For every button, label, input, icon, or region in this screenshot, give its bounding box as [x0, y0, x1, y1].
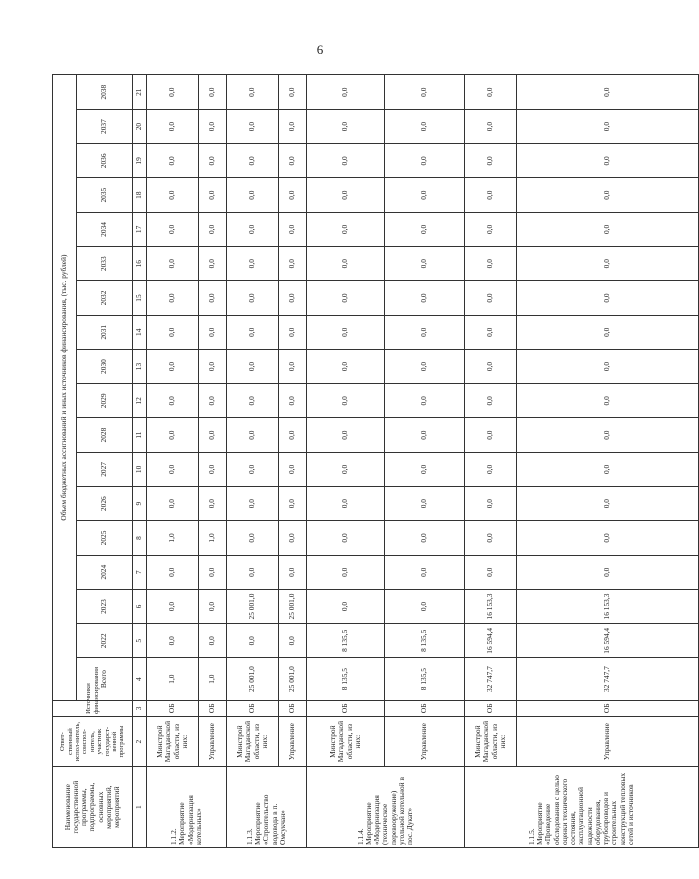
year-value-cell: 0,0: [465, 349, 517, 383]
source-cell: ОБ: [199, 700, 227, 716]
year-value-cell: 0,0: [385, 452, 465, 486]
header-year: 2025: [77, 521, 133, 555]
year-value-cell: 0,0: [199, 212, 227, 246]
year-value-cell: 0,0: [279, 521, 307, 555]
column-number: 3: [133, 700, 147, 716]
column-number: 10: [133, 452, 147, 486]
year-value-cell: 0,0: [227, 144, 279, 178]
year-value-cell: 0,0: [307, 109, 385, 143]
year-value-cell: 0,0: [385, 589, 465, 623]
year-value-cell: 0,0: [147, 144, 199, 178]
year-value-cell: 0,0: [227, 109, 279, 143]
year-value-cell: 0,0: [279, 75, 307, 109]
year-value-cell: 0,0: [199, 487, 227, 521]
table-row: [517, 41, 699, 848]
year-value-cell: 0,0: [517, 212, 699, 246]
year-value-cell: 0,0: [147, 75, 199, 109]
year-value-cell: 0,0: [199, 144, 227, 178]
year-value-cell: 25 001,0: [227, 589, 279, 623]
year-value-cell: 0,0: [465, 521, 517, 555]
year-value-cell: 0,0: [385, 555, 465, 589]
year-value-cell: 0,0: [279, 487, 307, 521]
column-number: 17: [133, 212, 147, 246]
year-value-cell: 0,0: [147, 247, 199, 281]
year-value-cell: 0,0: [385, 487, 465, 521]
year-value-cell: 0,0: [517, 555, 699, 589]
year-value-cell: 0,0: [279, 247, 307, 281]
column-number: 15: [133, 281, 147, 315]
executor-cell: Минстрой Магаданской области, из них:: [465, 716, 517, 766]
year-value-cell: 0,0: [307, 247, 385, 281]
year-value-cell: 0,0: [517, 281, 699, 315]
year-value-cell: 0,0: [385, 144, 465, 178]
year-value-cell: 0,0: [279, 452, 307, 486]
year-value-cell: 0,0: [385, 418, 465, 452]
year-value-cell: 0,0: [147, 452, 199, 486]
total-cell: 25 001,0: [279, 658, 307, 700]
column-number: 1: [133, 767, 147, 848]
year-value-cell: 0,0: [307, 349, 385, 383]
executor-cell: Управление: [279, 716, 307, 766]
column-number: 8: [133, 521, 147, 555]
year-value-cell: 0,0: [517, 418, 699, 452]
header-year: 2034: [77, 212, 133, 246]
year-value-cell: 0,0: [199, 315, 227, 349]
year-value-cell: 1,0: [147, 521, 199, 555]
year-value-cell: 0,0: [227, 315, 279, 349]
year-value-cell: 16 153,3: [517, 589, 699, 623]
year-value-cell: 0,0: [279, 144, 307, 178]
header-year: 2030: [77, 349, 133, 383]
year-value-cell: 0,0: [199, 384, 227, 418]
year-value-cell: 0,0: [307, 281, 385, 315]
year-value-cell: 25 001,0: [279, 589, 307, 623]
year-value-cell: 8 135,5: [385, 624, 465, 658]
year-value-cell: 0,0: [199, 109, 227, 143]
year-value-cell: 0,0: [227, 384, 279, 418]
year-value-cell: 0,0: [147, 418, 199, 452]
year-value-cell: 0,0: [517, 487, 699, 521]
year-value-cell: 0,0: [307, 418, 385, 452]
source-cell: ОБ: [307, 700, 385, 716]
column-number: 11: [133, 418, 147, 452]
year-value-cell: 0,0: [147, 178, 199, 212]
header-source: Источники финансирования: [53, 700, 133, 716]
activity-name: 1.1.5. Мероприятие «Проведение обследования с целью оценки технического состояния, эксплуатационной надежности оборудования, трубопроводов и строительных конструкций тепловых сетей и источников: [465, 767, 699, 848]
year-value-cell: 0,0: [465, 178, 517, 212]
year-value-cell: 0,0: [465, 247, 517, 281]
year-value-cell: 0,0: [517, 144, 699, 178]
column-number: 18: [133, 178, 147, 212]
column-number: 12: [133, 384, 147, 418]
year-value-cell: 0,0: [517, 384, 699, 418]
year-value-cell: 0,0: [465, 384, 517, 418]
column-number: 4: [133, 658, 147, 700]
header-executor: Ответ-ственный испол-нитель, соиспол-нитель, участник государст-венной программы: [53, 716, 133, 766]
table-row: [227, 41, 279, 848]
year-value-cell: 0,0: [147, 315, 199, 349]
header-year: 2027: [77, 452, 133, 486]
total-cell: 1,0: [147, 658, 199, 700]
column-number: 6: [133, 589, 147, 623]
year-value-cell: 0,0: [227, 487, 279, 521]
year-value-cell: 0,0: [279, 349, 307, 383]
table-row: [279, 41, 307, 848]
year-value-cell: 0,0: [147, 487, 199, 521]
source-cell: ОБ: [279, 700, 307, 716]
header-name: Наименование государственной программы, подпрограммы, основных мероприятий, мероприятий: [53, 767, 133, 848]
year-value-cell: 0,0: [227, 452, 279, 486]
year-value-cell: 0,0: [227, 75, 279, 109]
header-year: 2026: [77, 487, 133, 521]
year-value-cell: 0,0: [307, 521, 385, 555]
activity-name: 1.1.2. Мероприятие «Модернизация котельных»: [147, 767, 227, 848]
activity-name: 1.1.4. Мероприятие «Модернизация (техническое перевооружение) угольной котельной в пос. Дукат»: [307, 767, 465, 848]
rotated-table-sheet: [52, 40, 636, 848]
year-value-cell: 0,0: [517, 315, 699, 349]
year-value-cell: 0,0: [307, 178, 385, 212]
year-value-cell: 0,0: [147, 555, 199, 589]
table-row: [199, 41, 227, 848]
year-value-cell: 0,0: [147, 589, 199, 623]
year-value-cell: 0,0: [147, 624, 199, 658]
header-year: 2028: [77, 418, 133, 452]
source-cell: ОБ: [517, 700, 699, 716]
column-number: 14: [133, 315, 147, 349]
year-value-cell: 0,0: [147, 281, 199, 315]
year-value-cell: 0,0: [227, 555, 279, 589]
year-value-cell: 0,0: [385, 178, 465, 212]
year-value-cell: 0,0: [199, 589, 227, 623]
year-value-cell: 0,0: [199, 624, 227, 658]
year-value-cell: 0,0: [279, 315, 307, 349]
year-value-cell: 0,0: [227, 521, 279, 555]
header-year: 2031: [77, 315, 133, 349]
year-value-cell: 16 594,4: [465, 624, 517, 658]
column-number: 19: [133, 144, 147, 178]
year-value-cell: 0,0: [385, 384, 465, 418]
column-number: 5: [133, 624, 147, 658]
year-value-cell: 0,0: [307, 144, 385, 178]
year-value-cell: 0,0: [279, 281, 307, 315]
header-year: 2032: [77, 281, 133, 315]
year-value-cell: 0,0: [385, 212, 465, 246]
year-value-cell: 0,0: [307, 452, 385, 486]
year-value-cell: 0,0: [279, 109, 307, 143]
year-value-cell: 0,0: [465, 144, 517, 178]
year-value-cell: 0,0: [199, 418, 227, 452]
total-cell: 25 001,0: [227, 658, 279, 700]
year-value-cell: 0,0: [199, 349, 227, 383]
year-value-cell: 0,0: [517, 349, 699, 383]
year-value-cell: 0,0: [279, 418, 307, 452]
year-value-cell: 0,0: [279, 555, 307, 589]
year-value-cell: 0,0: [307, 212, 385, 246]
header-year: 2024: [77, 555, 133, 589]
total-cell: 8 135,5: [385, 658, 465, 700]
page-number: 6: [316, 42, 324, 57]
executor-cell: Управление: [385, 716, 465, 766]
header-total: Всего: [77, 658, 133, 700]
year-value-cell: 0,0: [385, 109, 465, 143]
year-value-cell: 0,0: [227, 418, 279, 452]
column-number: 13: [133, 349, 147, 383]
total-cell: 32 747,7: [465, 658, 517, 700]
year-value-cell: 0,0: [517, 75, 699, 109]
header-year: 2035: [77, 178, 133, 212]
year-value-cell: 0,0: [199, 281, 227, 315]
table-row: [465, 41, 517, 848]
source-cell: ОБ: [227, 700, 279, 716]
year-value-cell: 0,0: [307, 555, 385, 589]
year-value-cell: 0,0: [199, 75, 227, 109]
column-number: 21: [133, 75, 147, 109]
total-cell: 1,0: [199, 658, 227, 700]
header-year: 2022: [77, 624, 133, 658]
year-value-cell: 0,0: [199, 178, 227, 212]
year-value-cell: 0,0: [307, 589, 385, 623]
header-year: 2029: [77, 384, 133, 418]
executor-cell: Управление: [517, 716, 699, 766]
year-value-cell: 0,0: [199, 452, 227, 486]
year-value-cell: 0,0: [227, 247, 279, 281]
year-value-cell: 0,0: [385, 521, 465, 555]
table-row: [147, 41, 199, 848]
column-number: 9: [133, 487, 147, 521]
year-value-cell: 0,0: [279, 178, 307, 212]
table-row: [385, 41, 465, 848]
column-number: 7: [133, 555, 147, 589]
total-cell: 8 135,5: [307, 658, 385, 700]
year-value-cell: 0,0: [385, 349, 465, 383]
year-value-cell: 0,0: [465, 418, 517, 452]
year-value-cell: 0,0: [147, 212, 199, 246]
year-value-cell: 0,0: [465, 555, 517, 589]
year-value-cell: 0,0: [199, 555, 227, 589]
year-value-cell: 8 135,5: [307, 624, 385, 658]
year-value-cell: 0,0: [307, 384, 385, 418]
year-value-cell: 0,0: [517, 452, 699, 486]
year-value-cell: 0,0: [147, 384, 199, 418]
source-cell: ОБ: [465, 700, 517, 716]
year-value-cell: 0,0: [465, 452, 517, 486]
year-value-cell: 0,0: [517, 247, 699, 281]
executor-cell: Минстрой Магаданской области, из них:: [307, 716, 385, 766]
year-value-cell: 0,0: [307, 315, 385, 349]
header-year: 2036: [77, 144, 133, 178]
year-value-cell: 0,0: [199, 247, 227, 281]
total-cell: 32 747,7: [517, 658, 699, 700]
year-value-cell: 0,0: [517, 521, 699, 555]
source-cell: ОБ: [385, 700, 465, 716]
year-value-cell: 0,0: [385, 247, 465, 281]
year-value-cell: 0,0: [279, 624, 307, 658]
funding-table: [52, 40, 699, 848]
year-value-cell: 0,0: [279, 212, 307, 246]
executor-cell: Минстрой Магаданской области, из них:: [147, 716, 199, 766]
executor-cell: Управление: [199, 716, 227, 766]
year-value-cell: 0,0: [279, 384, 307, 418]
year-value-cell: 16 594,4: [517, 624, 699, 658]
year-value-cell: 0,0: [465, 281, 517, 315]
year-value-cell: 1,0: [199, 521, 227, 555]
year-value-cell: 0,0: [227, 178, 279, 212]
executor-cell: Минстрой Магаданской области, из них:: [227, 716, 279, 766]
header-year: 2023: [77, 589, 133, 623]
year-value-cell: 0,0: [227, 281, 279, 315]
table-row: [307, 41, 385, 848]
year-value-cell: 0,0: [465, 75, 517, 109]
column-number: 2: [133, 716, 147, 766]
year-value-cell: 0,0: [517, 178, 699, 212]
column-number: 16: [133, 247, 147, 281]
year-value-cell: 0,0: [465, 109, 517, 143]
header-funding: Объем бюджетных ассигнований и иных источников финансирования, (тыс. рублей): [53, 75, 77, 700]
header-year: 2033: [77, 247, 133, 281]
year-value-cell: 0,0: [385, 75, 465, 109]
year-value-cell: 0,0: [147, 349, 199, 383]
year-value-cell: 0,0: [147, 109, 199, 143]
year-value-cell: 0,0: [385, 315, 465, 349]
year-value-cell: 0,0: [465, 315, 517, 349]
source-cell: ОБ: [147, 700, 199, 716]
year-value-cell: 0,0: [385, 281, 465, 315]
header-year: 2037: [77, 109, 133, 143]
column-number: 20: [133, 109, 147, 143]
year-value-cell: 0,0: [227, 349, 279, 383]
header-year: 2038: [77, 75, 133, 109]
year-value-cell: 0,0: [517, 109, 699, 143]
year-value-cell: 0,0: [307, 487, 385, 521]
year-value-cell: 0,0: [227, 624, 279, 658]
year-value-cell: 16 153,3: [465, 589, 517, 623]
activity-name: 1.1.3. Мероприятие «Строительство водовода в п. Омсукчан»: [227, 767, 307, 848]
year-value-cell: 0,0: [465, 487, 517, 521]
year-value-cell: 0,0: [465, 212, 517, 246]
year-value-cell: 0,0: [307, 75, 385, 109]
year-value-cell: 0,0: [227, 212, 279, 246]
